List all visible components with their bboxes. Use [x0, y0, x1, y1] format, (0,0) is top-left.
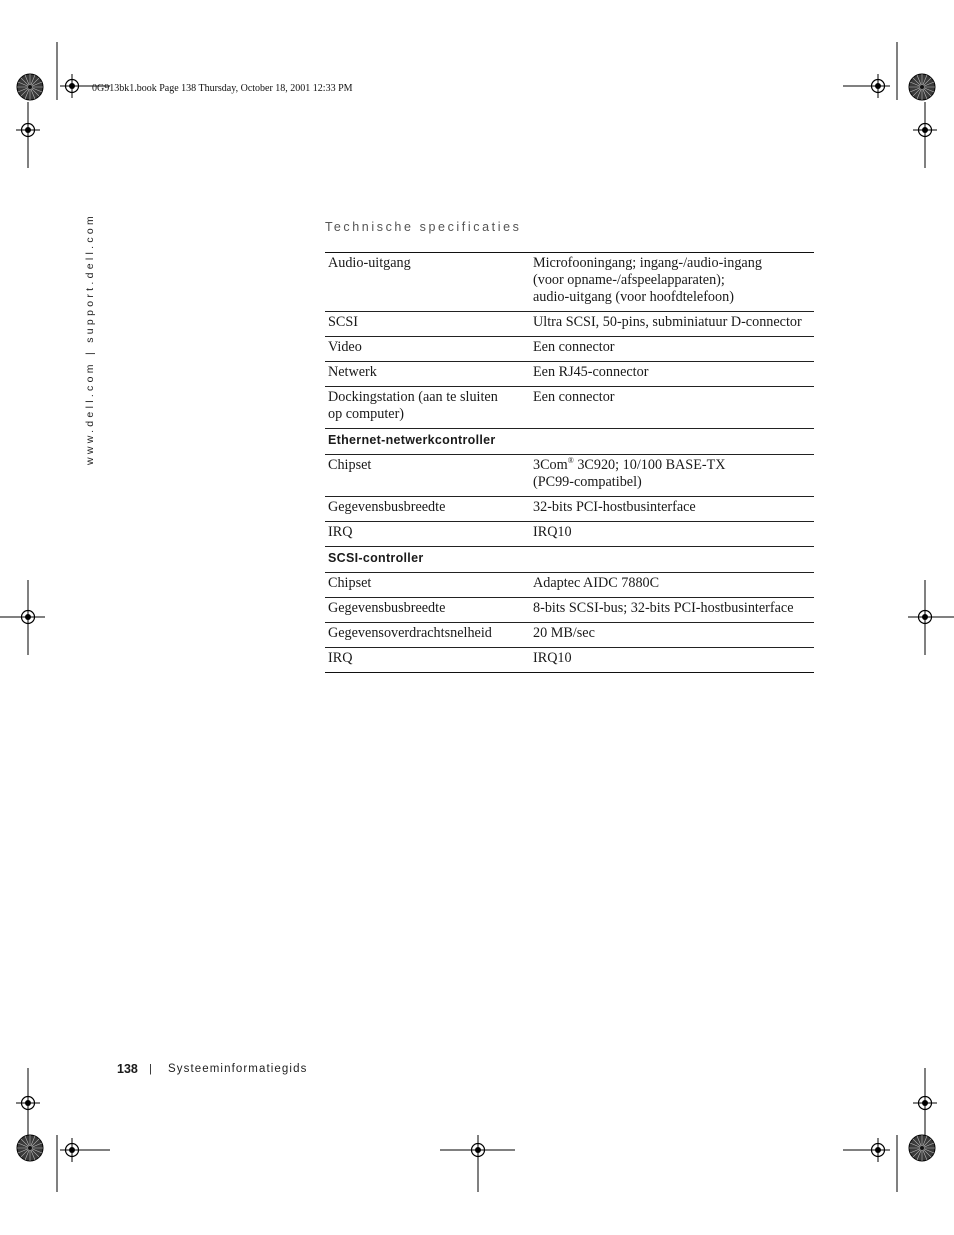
table-row — [325, 362, 814, 387]
spec-value-line: Microfooningang; ingang-/audio-ingang — [533, 255, 762, 271]
spec-label: Chipset — [325, 573, 530, 598]
section-title: Technische specificaties — [325, 220, 522, 234]
spec-label: Gegevensbusbreedte — [325, 598, 530, 623]
spec-label: Gegevensoverdrachtsnelheid — [325, 623, 530, 648]
page-number: 138 — [117, 1062, 138, 1076]
section-header-ethernet: Ethernet-netwerkcontroller — [325, 429, 814, 455]
table-row — [325, 648, 814, 673]
spec-label-line: op computer) — [328, 406, 405, 422]
spec-label — [325, 387, 530, 429]
spec-value: IRQ10 — [530, 648, 814, 673]
print-slug: 0G913bk1.book Page 138 Thursday, October 18, 2001 12:33 PM — [92, 83, 353, 94]
side-url: www.dell.com | support.dell.com — [84, 212, 96, 465]
table-section-row — [325, 429, 814, 455]
section-header-scsi: SCSI-controller — [325, 547, 814, 573]
spec-label: Video — [325, 337, 530, 362]
table-row — [325, 497, 814, 522]
spec-label: Chipset — [325, 455, 530, 497]
table-row — [325, 337, 814, 362]
spec-value-line: (voor opname-/afspeelapparaten); — [533, 272, 725, 288]
spec-label-line: Dockingstation (aan te sluiten — [328, 389, 498, 405]
spec-value: IRQ10 — [530, 522, 814, 547]
footer-separator: | — [149, 1063, 152, 1075]
table-row — [325, 253, 814, 312]
spec-value: Een connector — [530, 387, 814, 429]
spec-label: IRQ — [325, 648, 530, 673]
spec-value — [530, 253, 814, 312]
table-row — [325, 387, 814, 429]
spec-value: Een RJ45-connector — [530, 362, 814, 387]
footer-book-title: Systeeminformatiegids — [168, 1063, 308, 1075]
table-row — [325, 312, 814, 337]
spec-table — [325, 252, 814, 673]
spec-value: 32-bits PCI-hostbusinterface — [530, 497, 814, 522]
spec-label: Netwerk — [325, 362, 530, 387]
spec-label: IRQ — [325, 522, 530, 547]
spec-value: 8-bits SCSI-bus; 32-bits PCI-hostbusinterface — [530, 598, 814, 623]
spec-label: Audio-uitgang — [328, 255, 411, 271]
table-row — [325, 455, 814, 497]
spec-value: 20 MB/sec — [530, 623, 814, 648]
table-row — [325, 598, 814, 623]
spec-label: Gegevensbusbreedte — [325, 497, 530, 522]
spec-value-line: (PC99-compatibel) — [533, 474, 642, 490]
spec-value: Adaptec AIDC 7880C — [530, 573, 814, 598]
spec-label: SCSI — [325, 312, 530, 337]
spec-value — [530, 455, 814, 497]
spec-value: Ultra SCSI, 50-pins, subminiatuur D-connector — [530, 312, 814, 337]
table-row — [325, 573, 814, 598]
table-section-row — [325, 547, 814, 573]
spec-value-brand: 3Com — [533, 457, 568, 473]
table-row — [325, 522, 814, 547]
spec-value: Een connector — [530, 337, 814, 362]
spec-value-model: 3C920; 10/100 BASE-TX — [573, 457, 726, 473]
table-row — [325, 623, 814, 648]
spec-value-line: audio-uitgang (voor hoofdtelefoon) — [533, 289, 734, 305]
registered-mark: ® — [567, 456, 574, 465]
